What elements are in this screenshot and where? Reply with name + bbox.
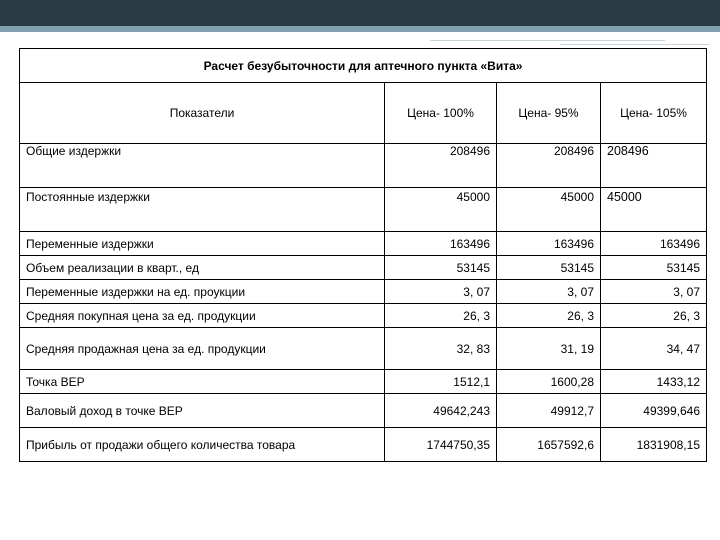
row-label: Валовый доход в точке BEP [20, 394, 385, 428]
cell-price-100: 53145 [385, 256, 497, 280]
table-row [20, 394, 707, 428]
table-row [20, 428, 707, 462]
header-price-95: Цена- 95% [497, 83, 601, 144]
cell-price-105: 1433,12 [601, 370, 707, 394]
cell-price-105: 3, 07 [601, 280, 707, 304]
cell-price-95: 1600,28 [497, 370, 601, 394]
cell-price-95: 3, 07 [497, 280, 601, 304]
cell-price-105: 53145 [601, 256, 707, 280]
cell-price-105: 163496 [601, 232, 707, 256]
row-label: Точка BEP [20, 370, 385, 394]
table-row [20, 144, 707, 188]
cell-price-95: 49912,7 [497, 394, 601, 428]
row-label: Переменные издержки [20, 232, 385, 256]
header-price-105: Цена- 105% [601, 83, 707, 144]
slide-top-bar [0, 0, 720, 26]
cell-price-95: 163496 [497, 232, 601, 256]
break-even-table [19, 48, 707, 462]
cell-price-100: 208496 [385, 144, 497, 188]
cell-price-105: 208496 [601, 144, 707, 188]
table-row [20, 280, 707, 304]
cell-price-100: 3, 07 [385, 280, 497, 304]
row-label: Переменные издержки на ед. проукции [20, 280, 385, 304]
table-header-row [20, 83, 707, 144]
decorative-line [430, 40, 665, 41]
row-label: Постоянные издержки [20, 188, 385, 232]
header-indicators: Показатели [20, 83, 385, 144]
cell-price-95: 45000 [497, 188, 601, 232]
row-label: Средняя продажная цена за ед. продукции [20, 328, 385, 370]
cell-price-95: 31, 19 [497, 328, 601, 370]
row-label: Общие издержки [20, 144, 385, 188]
table-row [20, 370, 707, 394]
table-row [20, 232, 707, 256]
table-row [20, 256, 707, 280]
cell-price-105: 34, 47 [601, 328, 707, 370]
decorative-line [560, 44, 710, 45]
cell-price-95: 26, 3 [497, 304, 601, 328]
table-title-row [20, 49, 707, 83]
cell-price-95: 1657592,6 [497, 428, 601, 462]
table-row [20, 304, 707, 328]
cell-price-105: 1831908,15 [601, 428, 707, 462]
cell-price-100: 49642,243 [385, 394, 497, 428]
cell-price-105: 49399,646 [601, 394, 707, 428]
cell-price-95: 208496 [497, 144, 601, 188]
table-title: Расчет безубыточности для аптечного пункта «Вита» [20, 49, 707, 83]
cell-price-100: 163496 [385, 232, 497, 256]
row-label: Средняя покупная цена за ед. продукции [20, 304, 385, 328]
slide-accent-bar [0, 26, 720, 32]
table-row [20, 328, 707, 370]
cell-price-105: 45000 [601, 188, 707, 232]
row-label: Прибыль от продажи общего количества товара [20, 428, 385, 462]
cell-price-100: 1744750,35 [385, 428, 497, 462]
table-row [20, 188, 707, 232]
cell-price-100: 45000 [385, 188, 497, 232]
cell-price-105: 26, 3 [601, 304, 707, 328]
header-price-100: Цена- 100% [385, 83, 497, 144]
row-label: Объем реализации в кварт., ед [20, 256, 385, 280]
cell-price-95: 53145 [497, 256, 601, 280]
cell-price-100: 32, 83 [385, 328, 497, 370]
cell-price-100: 26, 3 [385, 304, 497, 328]
cell-price-100: 1512,1 [385, 370, 497, 394]
